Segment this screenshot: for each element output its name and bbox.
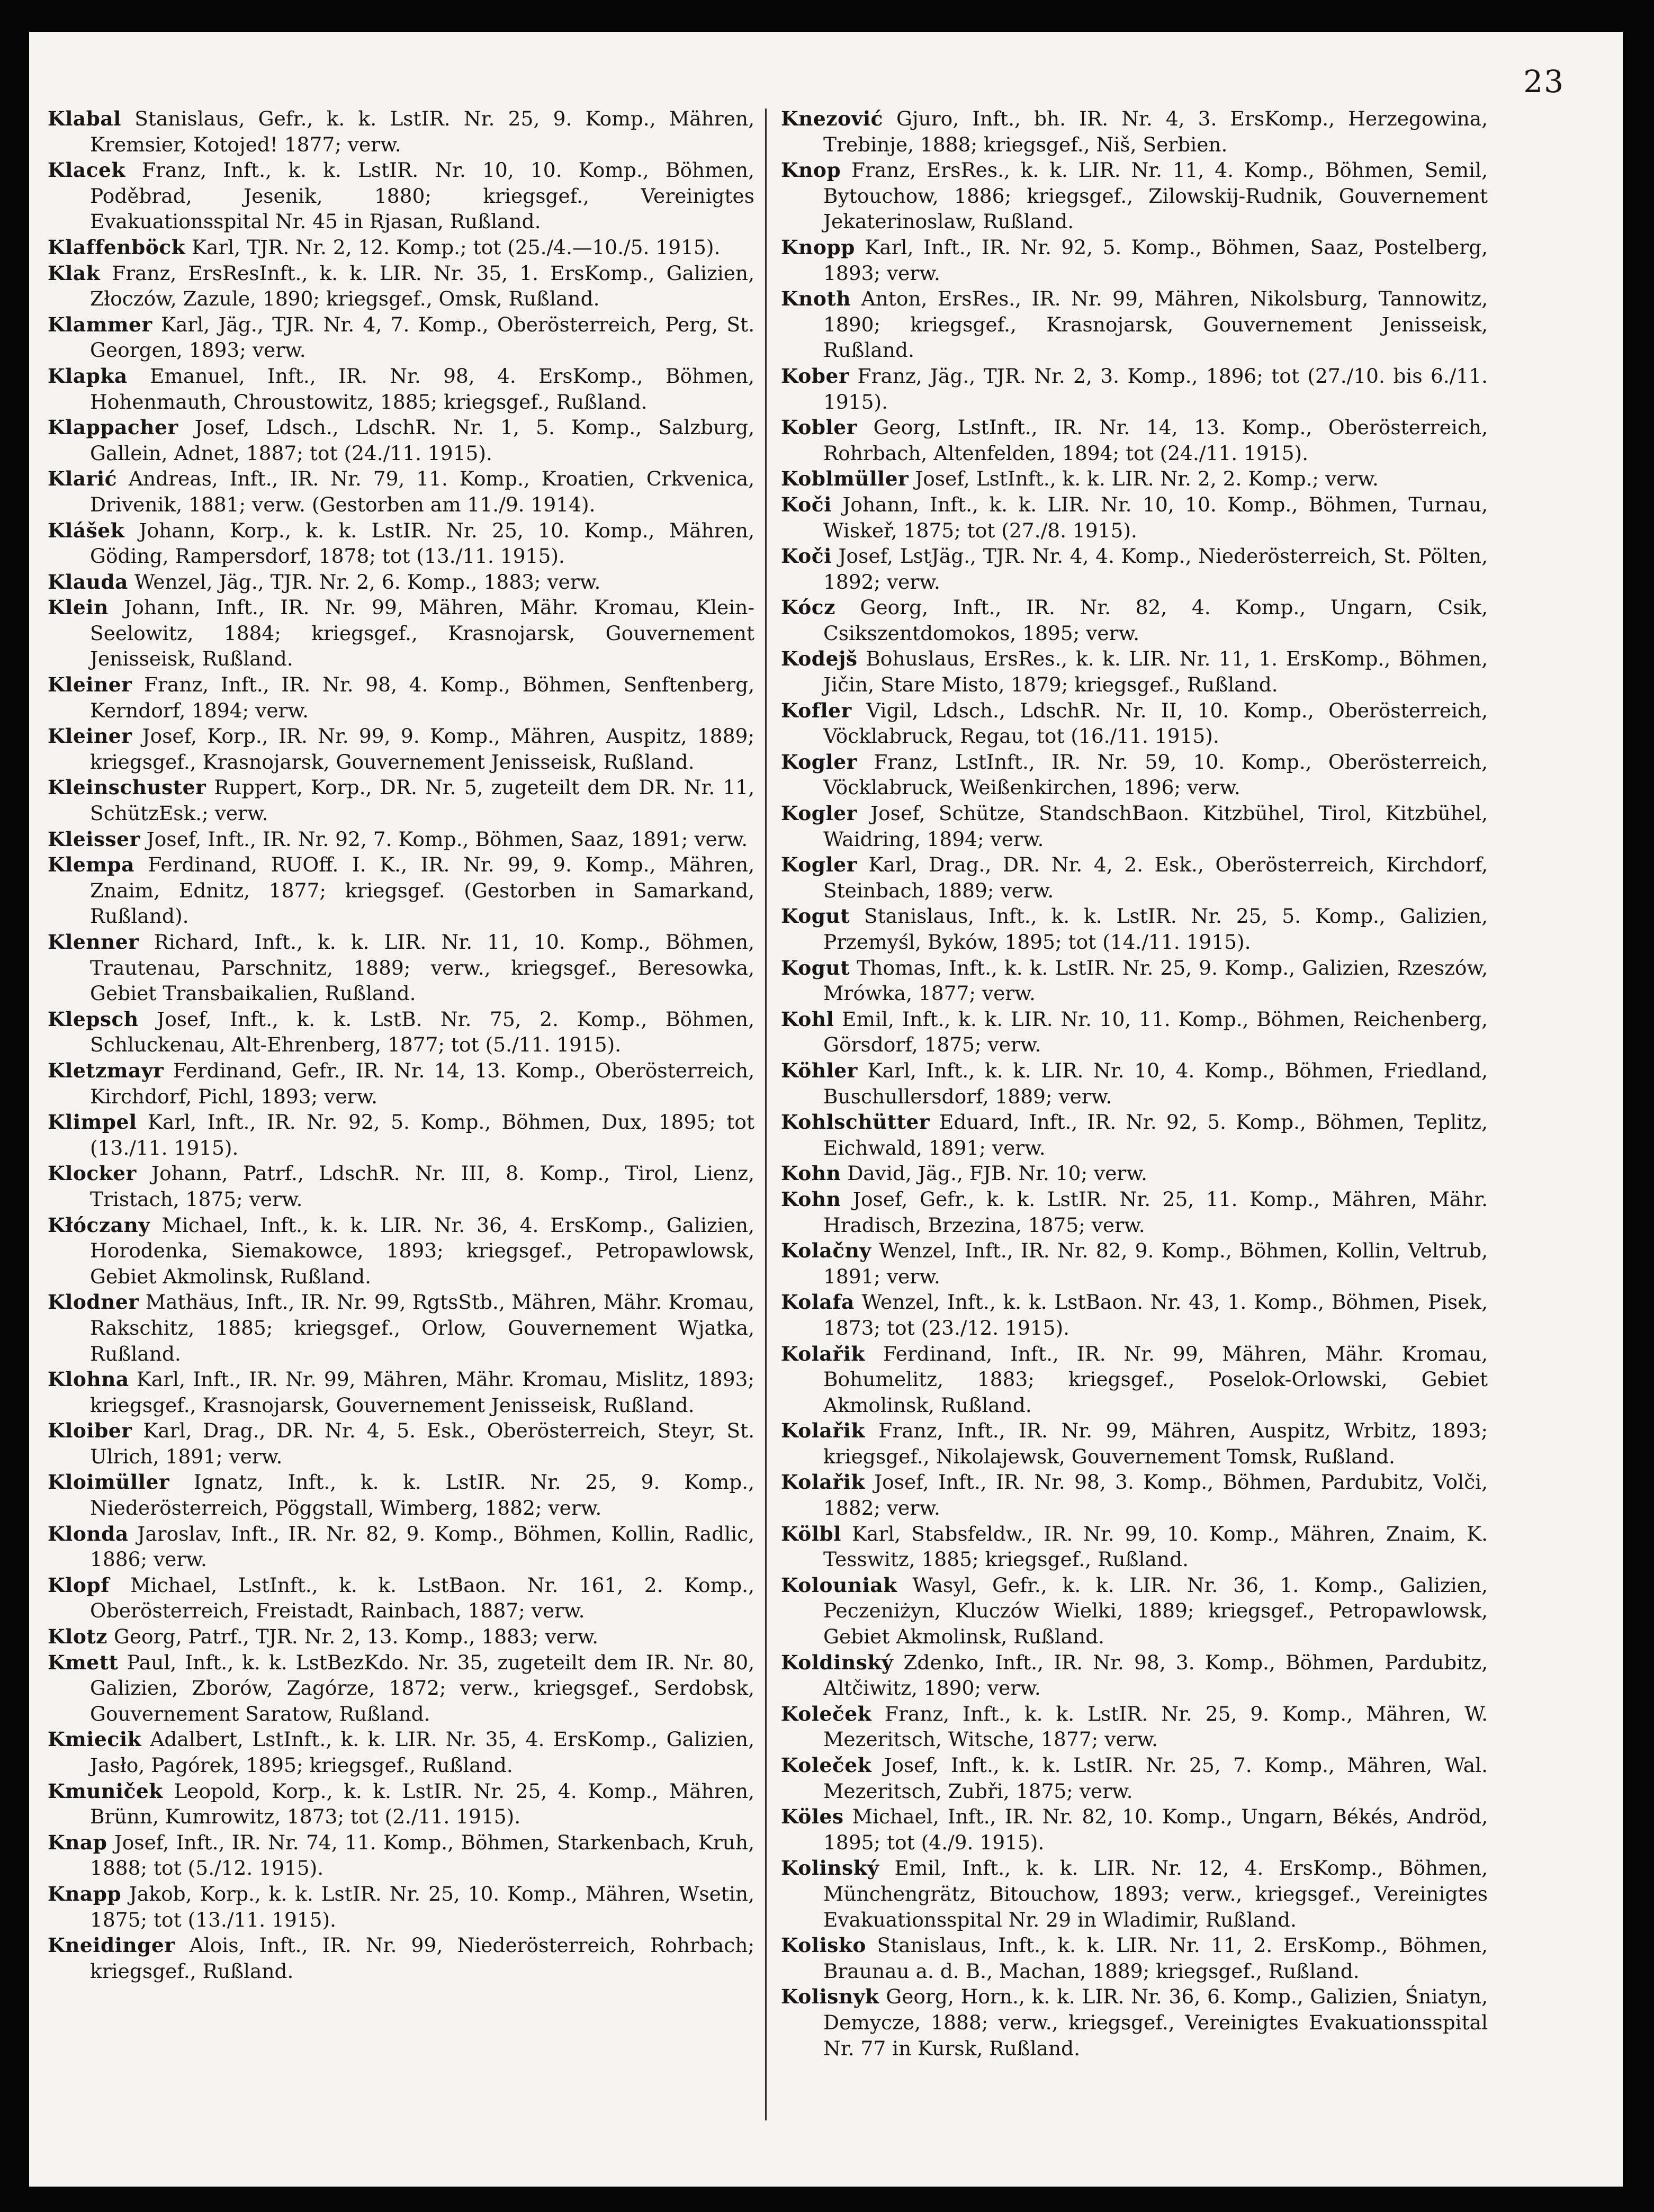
entry-details: Thomas, Inft., k. k. LstIR. Nr. 25, 9. Komp., Galizien, Rzeszów, Mrówka, 1877; verw. <box>823 956 1488 1005</box>
entry-details: Josef, Ldsch., LdschR. Nr. 1, 5. Komp., Salzburg, Gallein, Adnet, 1887; tot (24./11. 1915). <box>90 416 755 465</box>
entry-surname: Kohn <box>781 1162 841 1185</box>
entry-details: Karl, TJR. Nr. 2, 12. Komp.; tot (25./4.—10./5. 1915). <box>192 235 721 259</box>
entry-surname: Kolinský <box>781 1856 879 1880</box>
entry-surname: Köhler <box>781 1058 858 1082</box>
register-entry <box>781 1238 1488 1289</box>
entry-surname: Klonda <box>48 1522 129 1545</box>
left-column <box>48 106 754 1984</box>
entry-surname: Köles <box>781 1805 844 1829</box>
entry-surname: Kmuniček <box>48 1779 163 1803</box>
register-entry <box>48 1058 754 1109</box>
entry-surname: Knop <box>781 158 841 182</box>
entry-surname: Klohna <box>48 1368 129 1391</box>
register-entry <box>48 672 754 723</box>
entry-surname: Koči <box>781 492 832 516</box>
entry-surname: Klak <box>48 261 101 285</box>
entry-details: Wenzel, Inft., IR. Nr. 82, 9. Komp., Böhmen, Kollin, Veltrub, 1891; verw. <box>823 1239 1488 1288</box>
register-entry <box>48 775 754 826</box>
entry-details: Franz, LstInft., IR. Nr. 59, 10. Komp., Oberösterreich, Vöcklabruck, Weißenkirchen, 1896; verw. <box>823 750 1488 799</box>
entry-surname: Kogler <box>781 802 857 825</box>
register-entry <box>48 415 754 466</box>
entry-surname: Koleček <box>781 1702 872 1725</box>
entry-details: Gjuro, Inft., bh. IR. Nr. 4, 3. ErsKomp., Herzegowina, Trebinje, 1888; kriegsgef., Niš, Serbien. <box>823 107 1488 156</box>
register-entry <box>48 1161 754 1212</box>
entry-details: Josef, Schütze, StandschBaon. Kitzbühel, Tirol, Kitzbühel, Waidring, 1894; verw. <box>823 802 1488 851</box>
entry-surname: Knopp <box>781 235 855 259</box>
register-entry <box>48 466 754 517</box>
entry-surname: Kofler <box>781 698 852 722</box>
entry-details: Franz, Inft., k. k. LstIR. Nr. 25, 9. Komp., Mähren, W. Mezeritsch, Witsche, 1877; verw. <box>823 1702 1488 1751</box>
entry-details: Michael, LstInft., k. k. LstBaon. Nr. 161, 2. Komp., Oberösterreich, Freistadt, Rainbach, 1887; verw. <box>90 1573 754 1623</box>
entry-surname: Klempa <box>48 853 134 877</box>
entry-details: Stanislaus, Gefr., k. k. LstIR. Nr. 25, 9. Komp., Mähren, Kremsier, Kotojed! 1877; verw. <box>90 107 754 156</box>
entry-surname: Klabal <box>48 107 121 130</box>
register-entry <box>781 1572 1488 1650</box>
register-entry <box>781 157 1488 235</box>
entry-details: Josef, LstInft., k. k. LIR. Nr. 2, 2. Komp.; verw. <box>915 467 1379 491</box>
entry-surname: Knap <box>48 1830 107 1854</box>
entry-surname: Klodner <box>48 1290 139 1314</box>
entry-details: Franz, ErsResInft., k. k. LIR. Nr. 35, 1. ErsKomp., Galizien, Złoczów, Zazule, 1890; kriegsgef., Omsk, Rußland. <box>90 261 754 311</box>
entry-details: Franz, Jäg., TJR. Nr. 2, 3. Komp., 1896; tot (27./10. bis 6./11. 1915). <box>823 364 1488 413</box>
entry-surname: Klappacher <box>48 416 178 439</box>
entry-details: Josef, Korp., IR. Nr. 99, 9. Komp., Mähren, Auspitz, 1889; kriegsgef., Krasnojarsk, Gouvernement Jenisseisk, Rußland. <box>90 724 754 774</box>
entry-surname: Kleiner <box>48 673 132 697</box>
register-entry <box>48 1006 754 1058</box>
entry-surname: Kłóczany <box>48 1213 150 1237</box>
entry-details: Ferdinand, Gefr., IR. Nr. 14, 13. Komp., Oberösterreich, Kirchdorf, Pichl, 1893; verw. <box>90 1058 754 1108</box>
entry-surname: Kober <box>781 364 850 388</box>
register-entry <box>48 235 754 260</box>
entry-details: Jakob, Korp., k. k. LstIR. Nr. 25, 10. Komp., Mähren, Wsetin, 1875; tot (13./11. 1915). <box>90 1882 754 1931</box>
entry-surname: Knoth <box>781 287 851 311</box>
entry-surname: Kogler <box>781 853 857 877</box>
register-entry <box>48 1109 754 1161</box>
entry-details: Karl, Stabsfeldw., IR. Nr. 99, 10. Komp., Mähren, Znaim, K. Tesswitz, 1885; kriegsgef., Rußland. <box>823 1522 1488 1571</box>
register-entry <box>781 363 1488 415</box>
entry-details: Zdenko, Inft., IR. Nr. 98, 3. Komp., Böhmen, Pardubitz, Altčiwitz, 1890; verw. <box>823 1650 1488 1700</box>
register-entry <box>781 955 1488 1006</box>
entry-surname: Kolačny <box>781 1239 871 1263</box>
entry-surname: Kmett <box>48 1650 119 1674</box>
register-entry <box>781 1521 1488 1572</box>
register-entry <box>781 1650 1488 1701</box>
entry-details: Johann, Korp., k. k. LstIR. Nr. 25, 10. Komp., Mähren, Göding, Rampersdorf, 1878; tot (13./11. 1915). <box>90 518 754 568</box>
entry-details: Josef, Inft., IR. Nr. 98, 3. Komp., Böhmen, Pardubitz, Volči, 1882; verw. <box>823 1470 1488 1520</box>
register-entry <box>781 1855 1488 1932</box>
entry-surname: Kobler <box>781 416 857 439</box>
entry-surname: Klaffenböck <box>48 235 186 259</box>
register-entry <box>781 646 1488 697</box>
register-entry <box>48 1366 754 1418</box>
register-entry <box>48 852 754 929</box>
entry-details: Wenzel, Inft., k. k. LstBaon. Nr. 43, 1. Komp., Böhmen, Pisek, 1873; tot (23./12. 1915). <box>823 1290 1488 1339</box>
entry-details: Emil, Inft., k. k. LIR. Nr. 12, 4. ErsKomp., Böhmen, Münchengrätz, Bitouchow, 1893; verw., kriegsgef., Vereinigtes Evakuationsspital Nr. 29 in Wladimir, Rußland. <box>823 1856 1488 1931</box>
register-entry <box>781 1469 1488 1521</box>
column-divider <box>765 109 767 2120</box>
entry-surname: Klein <box>48 596 109 619</box>
entry-details: Alois, Inft., IR. Nr. 99, Niederösterreich, Rohrbach; kriegsgef., Rußland. <box>90 1934 754 1983</box>
register-entry <box>781 698 1488 749</box>
entry-surname: Kolisko <box>781 1934 866 1957</box>
entry-details: Eduard, Inft., IR. Nr. 92, 5. Komp., Böhmen, Teplitz, Eichwald, 1891; verw. <box>823 1110 1488 1159</box>
entry-surname: Kmiecik <box>48 1728 141 1751</box>
entry-details: Karl, Inft., IR. Nr. 92, 5. Komp., Böhmen, Dux, 1895; tot (13./11. 1915). <box>90 1110 755 1159</box>
register-entry <box>781 235 1488 286</box>
entry-surname: Klimpel <box>48 1110 137 1134</box>
right-column <box>781 106 1488 2061</box>
entry-details: Georg, Inft., IR. Nr. 82, 4. Komp., Ungarn, Csik, Csikszentdomokos, 1895; verw. <box>823 596 1488 645</box>
entry-details: Ignatz, Inft., k. k. LstIR. Nr. 25, 9. Komp., Niederösterreich, Pöggstall, Wimberg, 1882; verw. <box>90 1470 754 1520</box>
register-entry <box>48 1624 754 1650</box>
register-entry <box>48 1418 754 1469</box>
register-entry <box>48 1650 754 1727</box>
register-entry <box>48 1727 754 1778</box>
register-entry <box>48 1830 754 1881</box>
register-entry <box>781 1701 1488 1752</box>
register-entry <box>781 1058 1488 1109</box>
entry-surname: Kodejš <box>781 647 858 671</box>
register-entry <box>781 595 1488 646</box>
register-entry <box>781 1161 1488 1186</box>
register-entry <box>781 1804 1488 1855</box>
register-entry <box>48 106 754 157</box>
entry-surname: Kogler <box>781 750 857 774</box>
entry-surname: Koči <box>781 544 832 568</box>
entry-details: Josef, Gefr., k. k. LstIR. Nr. 25, 11. Komp., Mähren, Mähr. Hradisch, Brzezina, 1875; verw. <box>823 1187 1488 1237</box>
entry-details: Franz, Inft., IR. Nr. 99, Mähren, Auspitz, Wrbitz, 1893; kriegsgef., Nikolajewsk, Gouvernement Tomsk, Rußland. <box>823 1419 1488 1468</box>
entry-surname: Kolařik <box>781 1342 865 1365</box>
register-entry <box>781 543 1488 595</box>
entry-surname: Knezović <box>781 107 883 130</box>
register-entry <box>48 826 754 852</box>
register-entry <box>781 1341 1488 1418</box>
entry-surname: Klacek <box>48 158 125 182</box>
entry-surname: Kohl <box>781 1007 834 1031</box>
entry-surname: Klapka <box>48 364 128 388</box>
entry-details: Georg, LstInft., IR. Nr. 14, 13. Komp., Oberösterreich, Rohrbach, Altenfelden, 1894; tot (24./11. 1915). <box>823 416 1488 465</box>
register-entry <box>781 903 1488 955</box>
entry-details: Mathäus, Inft., IR. Nr. 99, RgtsStb., Mähren, Mähr. Kromau, Rakschitz, 1885; kriegsgef., Orlow, Gouvernement Wjatka, Rußland. <box>90 1290 754 1365</box>
entry-surname: Kolouniak <box>781 1573 897 1597</box>
register-entry <box>48 157 754 235</box>
entry-surname: Klauda <box>48 570 128 594</box>
entry-details: Jaroslav, Inft., IR. Nr. 82, 9. Komp., Böhmen, Kollin, Radlic, 1886; verw. <box>90 1522 754 1571</box>
entry-details: Emanuel, Inft., IR. Nr. 98, 4. ErsKomp., Böhmen, Hohenmauth, Chroustowitz, 1885; kriegsgef., Rußland. <box>90 364 754 413</box>
page-number: 23 <box>1523 64 1565 100</box>
entry-details: Franz, ErsRes., k. k. LIR. Nr. 11, 4. Komp., Böhmen, Semil, Bytouchow, 1886; kriegsgef., Zilowskij-Rudnik, Gouvernement Jekaterinoslaw, Rußland. <box>823 158 1488 233</box>
entry-surname: Kohlschütter <box>781 1110 930 1134</box>
entry-surname: Kletzmayr <box>48 1058 164 1082</box>
register-entry <box>48 260 754 312</box>
entry-details: Ruppert, Korp., DR. Nr. 5, zugeteilt dem DR. Nr. 11, SchützEsk.; verw. <box>90 776 755 825</box>
register-entry <box>48 1212 754 1290</box>
entry-details: Adalbert, LstInft., k. k. LIR. Nr. 35, 4. ErsKomp., Galizien, Jasło, Pagórek, 1895; kriegsgef., Rußland. <box>90 1728 754 1777</box>
entry-details: Johann, Inft., IR. Nr. 99, Mähren, Mähr. Kromau, Klein-Seelowitz, 1884; kriegsgef., Krasnojarsk, Gouvernement Jenisseisk, Rußland. <box>90 596 755 671</box>
register-entry <box>781 492 1488 543</box>
register-entry <box>781 749 1488 801</box>
register-entry <box>781 286 1488 363</box>
entry-surname: Kogut <box>781 904 850 928</box>
register-entry <box>48 363 754 415</box>
entry-details: Richard, Inft., k. k. LIR. Nr. 11, 10. Komp., Böhmen, Trautenau, Parschnitz, 1889; verw., kriegsgef., Beresowka, Gebiet Transbaikalien, Rußland. <box>90 930 754 1005</box>
entry-details: Wenzel, Jäg., TJR. Nr. 2, 6. Komp., 1883; verw. <box>134 570 601 594</box>
entry-details: Ferdinand, RUOff. I. K., IR. Nr. 99, 9. Komp., Mähren, Znaim, Ednitz, 1877; kriegsgef. (Gestorben in Samarkand, Rußland). <box>90 853 755 928</box>
entry-details: Karl, Jäg., TJR. Nr. 4, 7. Komp., Oberösterreich, Perg, St. Georgen, 1893; verw. <box>90 312 755 362</box>
entry-details: Emil, Inft., k. k. LIR. Nr. 10, 11. Komp., Böhmen, Reichenberg, Görsdorf, 1875; verw. <box>823 1007 1488 1057</box>
entry-surname: Klotz <box>48 1625 107 1649</box>
register-entry <box>781 415 1488 466</box>
entry-details: Leopold, Korp., k. k. LstIR. Nr. 25, 4. Komp., Mähren, Brünn, Kumrowitz, 1873; tot (2./11. 1915). <box>90 1779 754 1829</box>
entry-surname: Kolařik <box>781 1470 865 1494</box>
entry-details: Franz, Inft., k. k. LstIR. Nr. 10, 10. Komp., Böhmen, Poděbrad, Jesenik, 1880; kriegsgef., Vereinigtes Evakuationsspital Nr. 45 in Rjasan, Rußland. <box>90 158 754 233</box>
entry-surname: Kneidinger <box>48 1934 175 1957</box>
entry-surname: Kleinschuster <box>48 776 206 799</box>
register-entry <box>48 723 754 775</box>
entry-surname: Kölbl <box>781 1522 841 1545</box>
entry-details: Josef, Inft., k. k. LstIR. Nr. 25, 7. Komp., Mähren, Wal. Mezeritsch, Zubři, 1875; verw. <box>823 1754 1488 1803</box>
entry-surname: Klopf <box>48 1573 110 1597</box>
entry-surname: Kloimüller <box>48 1470 170 1494</box>
register-entry <box>781 106 1488 157</box>
entry-surname: Klášek <box>48 518 125 542</box>
entry-surname: Kleiner <box>48 724 132 748</box>
register-entry <box>48 1469 754 1521</box>
entry-details: Paul, Inft., k. k. LstBezKdo. Nr. 35, zugeteilt dem IR. Nr. 80, Galizien, Zborów, Zagórze, 1872; verw., kriegsgef., Serdobsk, Gouvernement Saratow, Rußland. <box>90 1650 755 1725</box>
register-entry <box>781 852 1488 903</box>
entry-details: Josef, Inft., IR. Nr. 92, 7. Komp., Böhmen, Saaz, 1891; verw. <box>146 827 748 851</box>
entry-surname: Klammer <box>48 312 152 336</box>
entry-details: Johann, Inft., k. k. LIR. Nr. 10, 10. Komp., Böhmen, Turnau, Wiskeř, 1875; tot (27./8. 1915). <box>823 492 1488 542</box>
register-entry <box>781 801 1488 852</box>
entry-surname: Kolisnyk <box>781 1985 879 2009</box>
entry-details: Karl, Inft., IR. Nr. 99, Mähren, Mähr. Kromau, Mislitz, 1893; kriegsgef., Krasnojarsk, Gouvernement Jenisseisk, Rußland. <box>90 1368 754 1417</box>
register-entry <box>48 1778 754 1830</box>
register-entry <box>48 1881 754 1932</box>
register-entry <box>48 518 754 569</box>
entry-surname: Kogut <box>781 956 850 979</box>
register-entry <box>781 1752 1488 1804</box>
entry-surname: Kolafa <box>781 1290 855 1314</box>
entry-details: Stanislaus, Inft., k. k. LIR. Nr. 11, 2. ErsKomp., Böhmen, Braunau a. d. B., Machan, 1889; kriegsgef., Rußland. <box>823 1934 1488 1983</box>
register-entry <box>781 1006 1488 1058</box>
entry-details: David, Jäg., FJB. Nr. 10; verw. <box>847 1162 1147 1185</box>
register-entry <box>781 1109 1488 1161</box>
register-entry <box>781 1289 1488 1341</box>
register-entry <box>48 929 754 1006</box>
register-entry <box>781 1418 1488 1469</box>
register-entry <box>781 1186 1488 1238</box>
entry-surname: Koldinský <box>781 1650 894 1674</box>
entry-surname: Koleček <box>781 1754 872 1777</box>
entry-details: Josef, Inft., k. k. LstB. Nr. 75, 2. Komp., Böhmen, Schluckenau, Alt-Ehrenberg, 1877; tot (5./11. 1915). <box>90 1007 754 1057</box>
entry-details: Georg, Patrf., TJR. Nr. 2, 13. Komp., 1883; verw. <box>113 1625 599 1649</box>
entry-details: Karl, Drag., DR. Nr. 4, 2. Esk., Oberösterreich, Kirchdorf, Steinbach, 1889; verw. <box>823 853 1488 902</box>
entry-details: Ferdinand, Inft., IR. Nr. 99, Mähren, Mähr. Kromau, Bohumelitz, 1883; kriegsgef., Poselok-Orlowski, Gebiet Akmolinsk, Rußland. <box>823 1342 1488 1417</box>
entry-details: Karl, Inft., IR. Nr. 92, 5. Komp., Böhmen, Saaz, Postelberg, 1893; verw. <box>823 235 1488 285</box>
entry-surname: Klepsch <box>48 1007 139 1031</box>
register-entry <box>48 569 754 595</box>
entry-surname: Kloiber <box>48 1419 132 1443</box>
register-entry <box>781 466 1488 492</box>
entry-details: Stanislaus, Inft., k. k. LstIR. Nr. 25, 5. Komp., Galizien, Przemyśl, Byków, 1895; tot (14./11. 1915). <box>823 904 1488 954</box>
entry-surname: Klocker <box>48 1162 137 1185</box>
entry-details: Josef, Inft., IR. Nr. 74, 11. Komp., Böhmen, Starkenbach, Kruh, 1888; tot (5./12. 1915). <box>90 1830 754 1880</box>
entry-details: Wasyl, Gefr., k. k. LIR. Nr. 36, 1. Komp., Galizien, Peczeniżyn, Kluczów Wielki, 1889; kriegsgef., Petropawlowsk, Gebiet Akmolinsk, Rußland. <box>823 1573 1488 1649</box>
register-entry <box>48 1521 754 1572</box>
entry-surname: Kolařik <box>781 1419 865 1443</box>
register-entry <box>48 1572 754 1624</box>
entry-details: Karl, Drag., DR. Nr. 4, 5. Esk., Oberösterreich, Steyr, St. Ulrich, 1891; verw. <box>90 1419 755 1468</box>
register-entry <box>48 312 754 363</box>
register-entry <box>48 1932 754 1984</box>
entry-surname: Kleisser <box>48 827 140 851</box>
entry-surname: Koblmüller <box>781 467 909 491</box>
register-entry <box>781 1932 1488 1984</box>
entry-details: Michael, Inft., k. k. LIR. Nr. 36, 4. ErsKomp., Galizien, Horodenka, Siemakowce, 1893; kriegsgef., Petropawlowsk, Gebiet Akmolinsk, Rußland. <box>90 1213 754 1288</box>
entry-details: Anton, ErsRes., IR. Nr. 99, Mähren, Nikolsburg, Tannowitz, 1890; kriegsgef., Krasnojarsk, Gouvernement Jenisseisk, Rußland. <box>823 287 1488 362</box>
entry-surname: Knapp <box>48 1882 122 1905</box>
entry-details: Josef, LstJäg., TJR. Nr. 4, 4. Komp., Niederösterreich, St. Pölten, 1892; verw. <box>823 544 1488 594</box>
entry-details: Andreas, Inft., IR. Nr. 79, 11. Komp., Kroatien, Crkvenica, Drivenik, 1881; verw. (Gestorben am 11./9. 1914). <box>90 467 754 516</box>
entry-details: Karl, Inft., k. k. LIR. Nr. 10, 4. Komp., Böhmen, Friedland, Buschullersdorf, 1889; verw. <box>823 1058 1488 1108</box>
register-entry <box>781 1984 1488 2061</box>
entry-surname: Klenner <box>48 930 139 954</box>
entry-details: Vigil, Ldsch., LdschR. Nr. II, 10. Komp., Oberösterreich, Vöcklabruck, Regau, tot (16./11. 1915). <box>823 698 1488 748</box>
entry-surname: Klarić <box>48 467 117 491</box>
entry-details: Bohuslaus, ErsRes., k. k. LIR. Nr. 11, 1. ErsKomp., Böhmen, Jičin, Stare Misto, 1879; kriegsgef., Rußland. <box>823 647 1488 697</box>
entry-details: Johann, Patrf., LdschR. Nr. III, 8. Komp., Tirol, Lienz, Tristach, 1875; verw. <box>90 1162 754 1211</box>
entry-details: Michael, Inft., IR. Nr. 82, 10. Komp., Ungarn, Békés, Andröd, 1895; tot (4./9. 1915). <box>823 1805 1488 1854</box>
entry-details: Franz, Inft., IR. Nr. 98, 4. Komp., Böhmen, Senftenberg, Kerndorf, 1894; verw. <box>90 673 754 722</box>
document-page <box>29 32 1623 2187</box>
entry-details: Georg, Horn., k. k. LIR. Nr. 36, 6. Komp., Galizien, Śniatyn, Demycze, 1888; verw., kriegsgef., Vereinigtes Evakuationsspital Nr. 77 in Kursk, Rußland. <box>823 1985 1488 2060</box>
entry-surname: Kócz <box>781 596 835 619</box>
entry-surname: Kohn <box>781 1187 841 1211</box>
register-entry <box>48 1289 754 1366</box>
register-entry <box>48 595 754 672</box>
